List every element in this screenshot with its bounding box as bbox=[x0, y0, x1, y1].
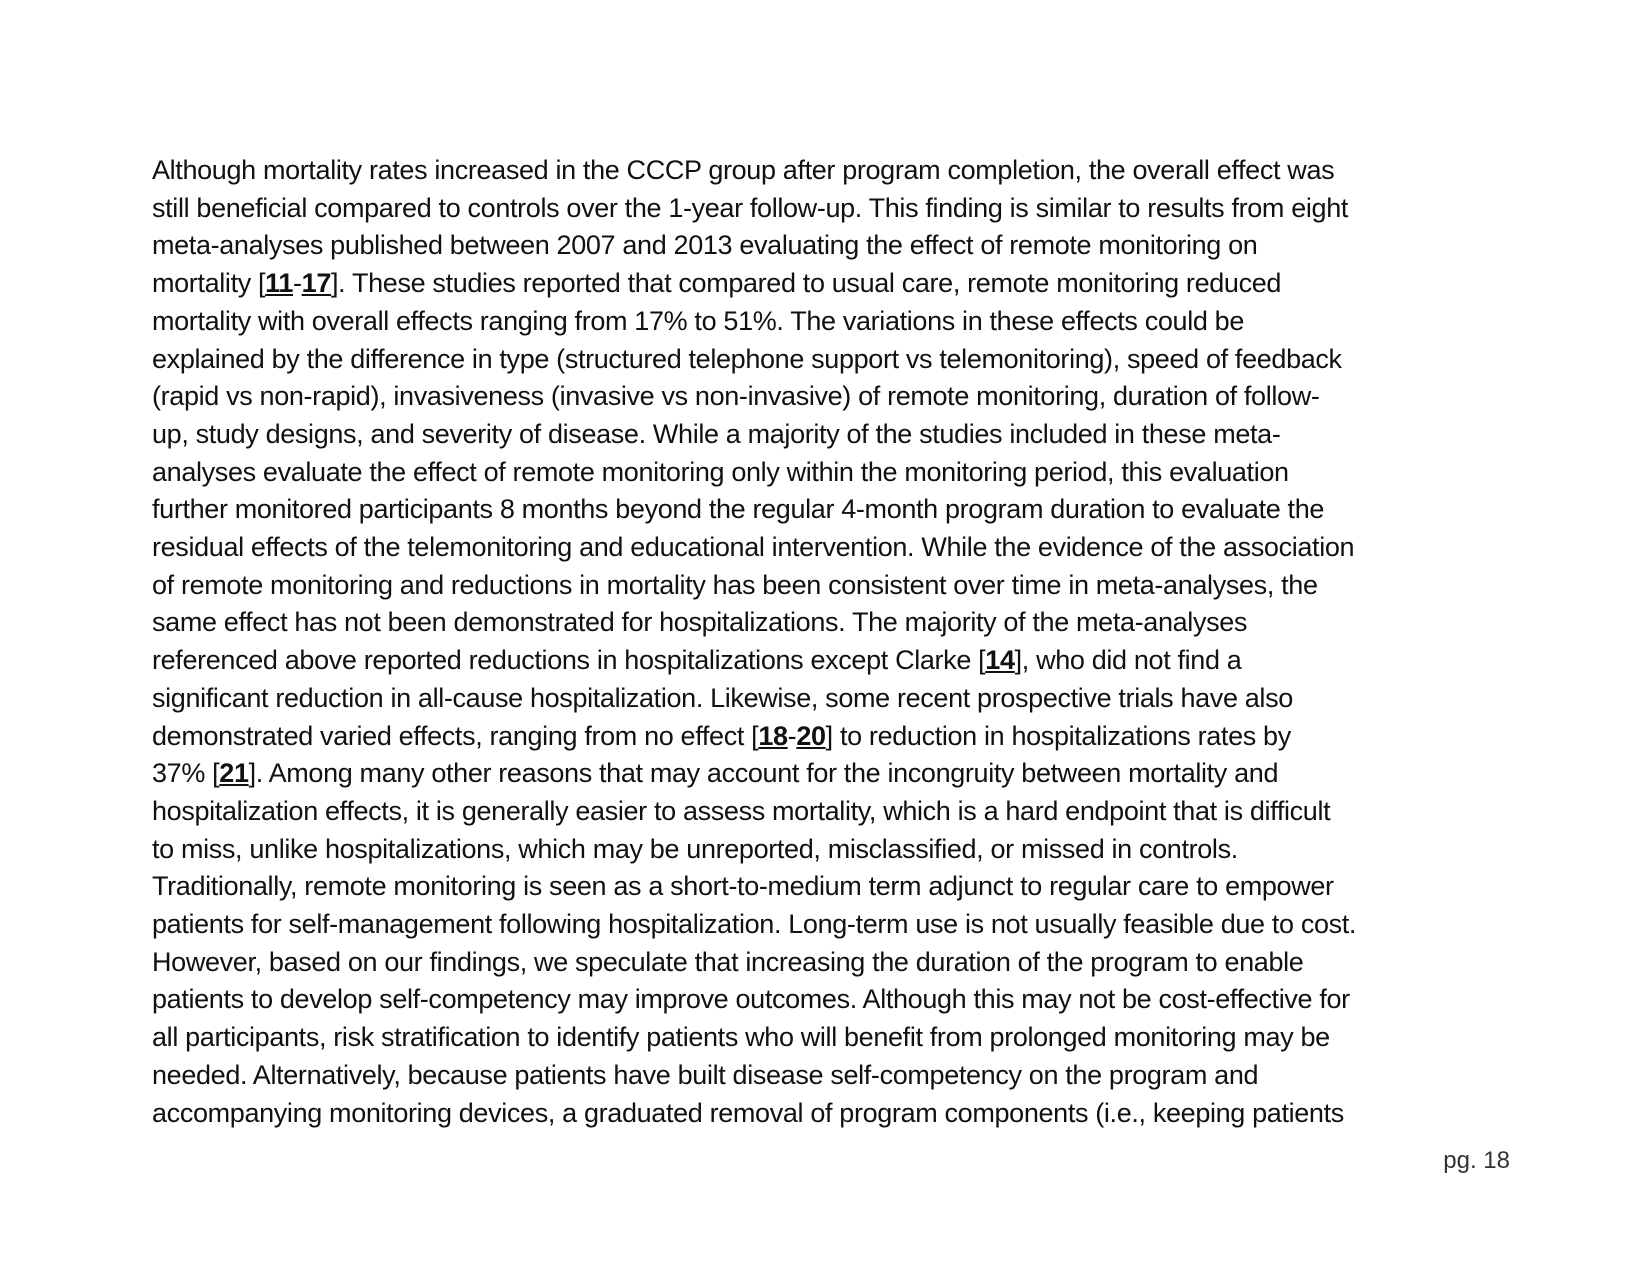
paragraph-line: further monitored participants 8 months beyond the regular 4-month program duration to evaluate the bbox=[152, 494, 1325, 525]
paragraph-line: residual effects of the telemonitoring and educational intervention. While the evidence of the association bbox=[152, 532, 1355, 563]
citation-link-11[interactable]: 11 bbox=[265, 268, 294, 299]
line-text: demonstrated varied effects, ranging from no effect [ bbox=[152, 720, 759, 751]
paragraph-line: patients to develop self-competency may improve outcomes. Although this may not be cost-effective for bbox=[152, 984, 1350, 1015]
citation-dash: - bbox=[787, 720, 797, 751]
line-text: 37% [ bbox=[152, 758, 220, 789]
paragraph-line: Although mortality rates increased in the CCCP group after program completion, the overall effect was bbox=[152, 155, 1335, 185]
line-text: referenced above reported reductions in hospitalizations except Clarke [ bbox=[152, 645, 986, 676]
line-text: ]. These studies reported that compared to usual care, remote monitoring reduced bbox=[331, 268, 1282, 299]
paragraph-line: accompanying monitoring devices, a graduated removal of program components (i.e., keeping patients bbox=[152, 1097, 1344, 1128]
line-text: mortality [ bbox=[152, 268, 266, 299]
citation-link-14[interactable]: 14 bbox=[985, 645, 1015, 676]
paragraph-line: hospitalization effects, it is generally easier to assess mortality, which is a hard endpoint that is difficult bbox=[152, 795, 1331, 826]
paragraph-line bbox=[152, 265, 1512, 303]
citation-link-21[interactable]: 21 bbox=[219, 758, 249, 789]
citation-link-18[interactable]: 18 bbox=[758, 720, 788, 751]
body-paragraph bbox=[152, 152, 1512, 1132]
citation-dash: - bbox=[293, 268, 302, 299]
paragraph-line: still beneficial compared to controls over the 1-year follow-up. This finding is similar to results from eight bbox=[152, 192, 1349, 223]
paragraph-line bbox=[152, 718, 1512, 756]
paragraph-line: all participants, risk stratification to identify patients who will benefit from prolonged monitoring may be bbox=[152, 1022, 1330, 1053]
paragraph-line: of remote monitoring and reductions in mortality has been consistent over time in meta-analyses, the bbox=[152, 569, 1318, 600]
paragraph-line bbox=[152, 755, 1512, 793]
paragraph-line: However, based on our findings, we speculate that increasing the duration of the program to enable bbox=[152, 946, 1304, 977]
line-text: ] to reduction in hospitalizations rates by bbox=[825, 720, 1291, 751]
paragraph-line: analyses evaluate the effect of remote monitoring only within the monitoring period, this evaluation bbox=[152, 456, 1289, 487]
paragraph-line: to miss, unlike hospitalizations, which may be unreported, misclassified, or missed in controls. bbox=[152, 833, 1238, 864]
paragraph-line: meta-analyses published between 2007 and 2013 evaluating the effect of remote monitoring on bbox=[152, 230, 1258, 261]
paragraph-line: significant reduction in all-cause hospitalization. Likewise, some recent prospective trials have also bbox=[152, 682, 1293, 713]
paragraph-line: up, study designs, and severity of disease. While a majority of the studies included in these meta- bbox=[152, 418, 1281, 449]
paragraph-line: Traditionally, remote monitoring is seen as a short-to-medium term adjunct to regular care to empower bbox=[152, 871, 1334, 902]
paragraph-line: (rapid vs non-rapid), invasiveness (invasive vs non-invasive) of remote monitoring, duration of follow- bbox=[152, 381, 1320, 412]
paragraph-line: explained by the difference in type (structured telephone support vs telemonitoring), speed of feedback bbox=[152, 343, 1342, 374]
paragraph-line: patients for self-management following hospitalization. Long-term use is not usually feasible due to cost. bbox=[152, 909, 1357, 940]
page-number: pg. 18 bbox=[1443, 1147, 1510, 1174]
citation-link-20[interactable]: 20 bbox=[796, 720, 826, 751]
paragraph-line: same effect has not been demonstrated for hospitalizations. The majority of the meta-analyses bbox=[152, 607, 1248, 638]
line-text: ], who did not find a bbox=[1014, 645, 1242, 676]
citation-link-17[interactable]: 17 bbox=[301, 268, 332, 299]
paragraph-line: needed. Alternatively, because patients have built disease self-competency on the program and bbox=[152, 1059, 1259, 1090]
paragraph-line: mortality with overall effects ranging from 17% to 51%. The variations in these effects could be bbox=[152, 305, 1244, 336]
line-text: ]. Among many other reasons that may account for the incongruity between mortality and bbox=[248, 758, 1279, 789]
paragraph-line bbox=[152, 642, 1512, 680]
